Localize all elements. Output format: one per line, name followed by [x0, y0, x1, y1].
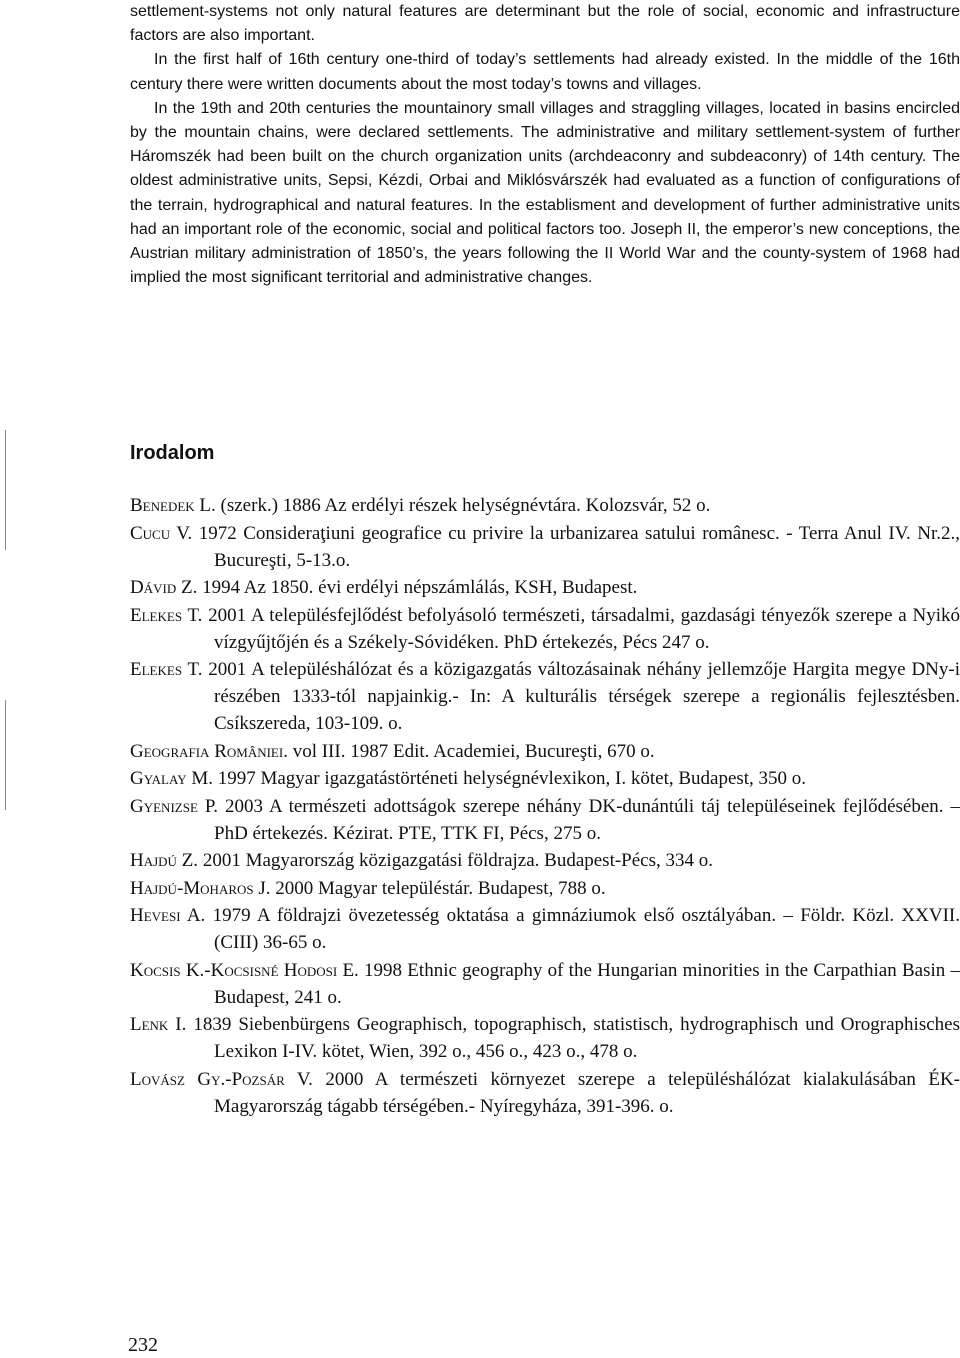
reference-author: Kocsis K.-Kocsisné Hodosi E.	[130, 959, 359, 981]
reference-text: 1994 Az 1850. évi erdélyi népszámlálás, KSH, Budapest.	[197, 577, 638, 598]
reference-text: 2000 A természeti környezet szerepe a településhálózat kialakulásában ÉK-Magyarország tágabb térségében.- Nyíregyháza, 391-396. o.	[214, 1068, 960, 1117]
paragraph-3: In the 19th and 20th centuries the mountainory small villages and straggling villages, located in basins encircled by the mountain chains, were declared settlements. The administrative and military settlement-system of further Háromszék had been built on the church organization units (archdeaconry and subdeaconry) of 14th century. The oldest administrative units, Sepsi, Kézdi, Orbai and Miklósvárszék had evaluated as a function of configurations of the terrain, hydrographical and natural features. In the establisment and development of further administrative units had an important role of the economic, social and political factors too. Joseph II, the emperor’s new conceptions, the Austrian military administration of 1850’s, the years following the II World War and the county-system of 1968 had implied the most significant territorial and administrative changes.	[130, 99, 960, 287]
reference-item	[130, 1011, 960, 1065]
paragraph-1: settlement-systems not only natural features are determinant but the role of social, economic and infrastructure factors are also important.	[130, 3, 960, 45]
reference-text: 1997 Magyar igazgatástörténeti helységnévlexikon, I. kötet, Budapest, 350 o.	[212, 768, 807, 789]
references-heading: Irodalom	[130, 442, 215, 464]
reference-author: Cucu V.	[130, 522, 193, 544]
reference-item	[130, 957, 960, 1011]
reference-text: 1979 A földrajzi övezetesség oktatása a gimnáziumok első osztályában. – Földr. Közl. XXVII. (CIII) 36-65 o.	[205, 905, 960, 953]
reference-text: 1839 Siebenbürgens Geographisch, topographisch, statistisch, hydrographisch und Orographisches Lexikon I-IV. kötet, Wien, 392 o., 456 o., 423 o., 478 o.	[186, 1014, 960, 1062]
reference-text: (szerk.) 1886 Az erdélyi részek helységnévtára. Kolozsvár, 52 o.	[215, 495, 711, 516]
reference-item	[130, 574, 960, 601]
reference-item	[130, 492, 960, 519]
page-number: 232	[128, 1334, 158, 1356]
reference-author: Elekes T.	[130, 604, 203, 626]
reference-text: 2001 A településfejlődést befolyásoló természeti, társadalmi, gazdasági tényezők szerepe a Nyikó vízgyűjtőjén és a Székely-Sóvidéken. PhD értekezés, Pécs 247 o.	[202, 604, 960, 653]
reference-item	[130, 847, 960, 874]
reference-author: Lovász Gy.-Pozsár V.	[130, 1068, 313, 1090]
reference-text: 2001 Magyarország közigazgatási földrajza. Budapest-Pécs, 334 o.	[198, 850, 714, 871]
reference-item	[130, 875, 960, 902]
reference-item	[130, 1066, 960, 1120]
reference-text: 2003 A természeti adottságok szerepe néhány DK-dunántúli táj településeinek fejlődésében. – PhD értekezés. Kézirat. PTE, TTK FI, Pécs, 275 o.	[214, 795, 960, 844]
reference-author: Dávid Z.	[130, 577, 198, 598]
reference-item	[130, 738, 960, 765]
reference-author: Hajdú-Moharos J.	[130, 877, 271, 899]
reference-item	[130, 902, 960, 956]
reference-author: Geografia României.	[130, 740, 288, 762]
reference-item	[130, 656, 960, 737]
reference-author: Gyalay M.	[130, 768, 213, 789]
reference-item	[130, 765, 960, 792]
reference-item	[130, 793, 960, 847]
body-text	[130, 0, 960, 290]
paragraph-2: In the first half of 16th century one-third of today’s settlements had already existed. In the middle of the 16th century there were written documents about the most today’s towns and villages.	[130, 51, 960, 93]
reference-item	[130, 602, 960, 656]
reference-text: 1972 Consideraţiuni geografice cu privire la urbanizarea satului românesc. - Terra Anul IV. Nr.2., Bucureşti, 5-13.o.	[192, 522, 960, 571]
reference-author: Hajdú Z.	[130, 850, 199, 871]
scan-margin-line	[5, 430, 6, 550]
reference-text: 2000 Magyar településtár. Budapest, 788 o.	[270, 877, 606, 899]
reference-item	[130, 520, 960, 574]
reference-author: Elekes T.	[130, 659, 203, 680]
references-list	[130, 492, 960, 1120]
reference-author: Hevesi A.	[130, 905, 206, 926]
reference-author: Gyenizse P.	[130, 795, 219, 817]
reference-text: 1998 Ethnic geography of the Hungarian minorities in the Carpathian Basin – Budapest, 241 o.	[214, 959, 960, 1008]
reference-text: vol III. 1987 Edit. Academiei, Bucureşti, 670 o.	[287, 740, 655, 762]
reference-author: Benedek L.	[130, 495, 216, 516]
scan-margin-line	[5, 700, 6, 810]
reference-text: 2001 A településhálózat és a közigazgatás változásainak néhány jellemzője Hargita megye DNy-i részében 1333-tól napjainkig.- In: A kulturális térségek szerepe a regionális fejlesztésben. Csíkszereda, 103-109. o.	[202, 659, 960, 734]
reference-author: Lenk I.	[130, 1014, 187, 1035]
